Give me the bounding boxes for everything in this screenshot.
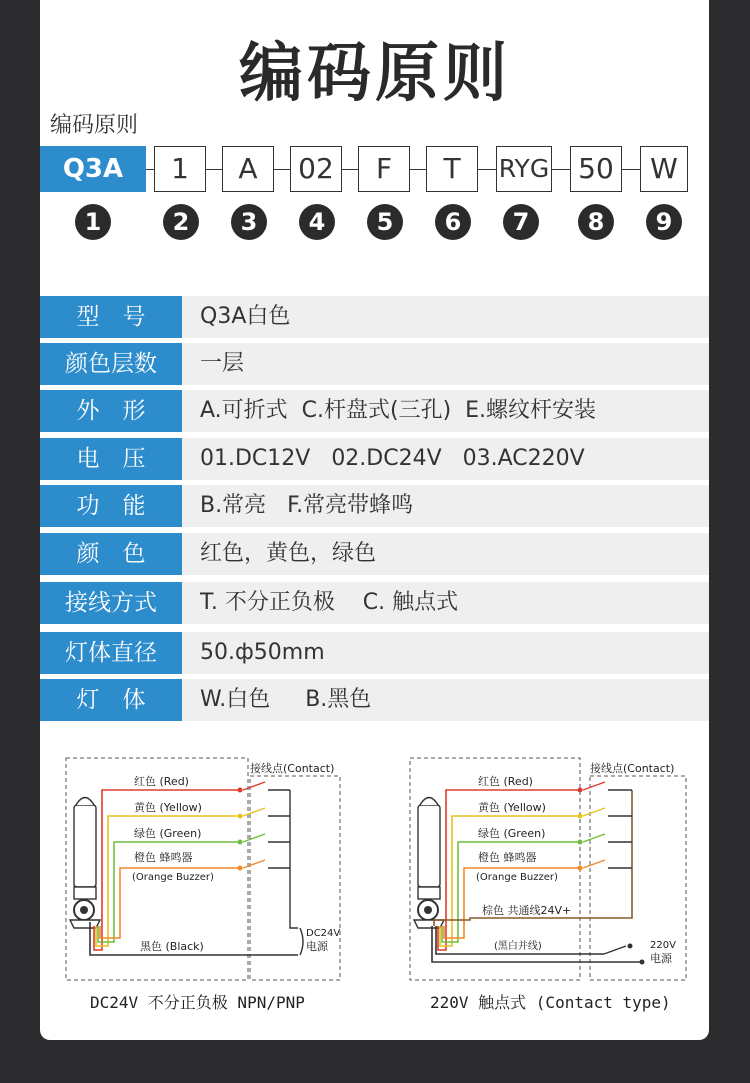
- spec-label: 外 形: [40, 390, 182, 432]
- spec-row-body: [40, 679, 709, 721]
- spec-row-voltage: [40, 438, 709, 480]
- code-row: [0, 0, 750, 260]
- wire-label-orange-en: (Orange Buzzer): [476, 872, 558, 883]
- spec-row-function: [40, 485, 709, 527]
- code-segment-3: 02: [290, 146, 342, 192]
- code-number-2: 2: [163, 204, 199, 240]
- spec-label: 电 压: [40, 438, 182, 480]
- power-voltage-label: 220V: [650, 940, 676, 951]
- power-voltage-label: DC24V: [306, 928, 341, 939]
- code-number-3: 3: [231, 204, 267, 240]
- code-segment-5: T: [426, 146, 478, 192]
- code-number-5: 5: [367, 204, 403, 240]
- spec-value: Q3A白色: [182, 296, 709, 338]
- spec-row-shape: [40, 390, 709, 432]
- code-segment-4: F: [358, 146, 410, 192]
- code-number-9: 9: [646, 204, 682, 240]
- code-number-1: 1: [75, 204, 111, 240]
- wiring-diagram-dc24v: [60, 750, 350, 985]
- wire-label-orange-en: (Orange Buzzer): [132, 872, 214, 883]
- spec-value: T. 不分正负极 C. 触点式: [182, 582, 709, 624]
- spec-row-wiring: [40, 582, 709, 624]
- spec-value: 50.ф50mm: [182, 632, 709, 674]
- wire-label-brown: 棕色 共通线24V+: [482, 904, 572, 917]
- tower-lamp-icon: [70, 798, 100, 929]
- contact-label: 接线点(Contact): [590, 762, 675, 775]
- wire-label-red: 红色 (Red): [478, 775, 533, 788]
- spec-value: 01.DC12V 02.DC24V 03.AC220V: [182, 438, 709, 480]
- code-segment-2: A: [222, 146, 274, 192]
- wire-label-yellow: 黄色 (Yellow): [134, 801, 202, 814]
- spec-label: 灯 体: [40, 679, 182, 721]
- code-connector: [342, 169, 358, 170]
- code-connector: [622, 169, 640, 170]
- code-number-7: 7: [503, 204, 539, 240]
- spec-value: W.白色 B.黑色: [182, 679, 709, 721]
- spec-label: 颜色层数: [40, 343, 182, 385]
- spec-value: A.可折式 C.杆盘式(三孔) E.螺纹杆安装: [182, 390, 709, 432]
- power-label: 电源: [650, 952, 672, 965]
- wire-label-black-white: (黑白并线): [494, 941, 542, 952]
- spec-label: 颜 色: [40, 533, 182, 575]
- code-connector: [274, 169, 290, 170]
- wire-label-yellow: 黄色 (Yellow): [478, 801, 546, 814]
- wire-label-orange: 橙色 蜂鸣器: [478, 851, 537, 864]
- code-number-6: 6: [435, 204, 471, 240]
- wire-label-orange: 橙色 蜂鸣器: [134, 851, 193, 864]
- contact-switches: [238, 782, 304, 955]
- spec-row-model: [40, 296, 709, 338]
- wire-label-red: 红色 (Red): [134, 775, 189, 788]
- code-segment-6: RYG: [496, 146, 552, 192]
- spec-row-layers: [40, 343, 709, 385]
- spec-row-diameter: [40, 632, 709, 674]
- code-connector: [410, 169, 426, 170]
- spec-label: 灯体直径: [40, 632, 182, 674]
- spec-label: 接线方式: [40, 582, 182, 624]
- spec-label: 型 号: [40, 296, 182, 338]
- code-connector: [146, 169, 154, 170]
- code-connector: [206, 169, 222, 170]
- spec-value: B.常亮 F.常亮带蜂鸣: [182, 485, 709, 527]
- wiring-diagram-220v: [404, 750, 694, 985]
- section-subtitle: 编码原则: [50, 113, 139, 138]
- code-segment-1: 1: [154, 146, 206, 192]
- wire-label-black: 黑色 (Black): [140, 940, 204, 953]
- diagram-caption-right: 220V 触点式 (Contact type): [430, 993, 671, 1012]
- code-segment-7: 50: [570, 146, 622, 192]
- contact-label: 接线点(Contact): [250, 762, 335, 775]
- diagram-caption-left: DC24V 不分正负极 NPN/PNP: [90, 993, 305, 1012]
- spec-value: 一层: [182, 343, 709, 385]
- code-connector: [478, 169, 496, 170]
- code-number-4: 4: [299, 204, 335, 240]
- code-segment-8: W: [640, 146, 688, 192]
- wire-label-green: 绿色 (Green): [478, 827, 546, 840]
- spec-label: 功 能: [40, 485, 182, 527]
- spec-value: 红色，黄色，绿色: [182, 533, 709, 575]
- page-title: 编码原则: [239, 37, 511, 111]
- wire-label-green: 绿色 (Green): [134, 827, 202, 840]
- spec-row-color: [40, 533, 709, 575]
- code-main-box: Q3A: [40, 146, 146, 192]
- power-label: 电源: [306, 940, 328, 953]
- contact-switches: [578, 782, 645, 965]
- code-number-8: 8: [578, 204, 614, 240]
- code-connector: [552, 169, 570, 170]
- tower-lamp-icon: [414, 798, 444, 929]
